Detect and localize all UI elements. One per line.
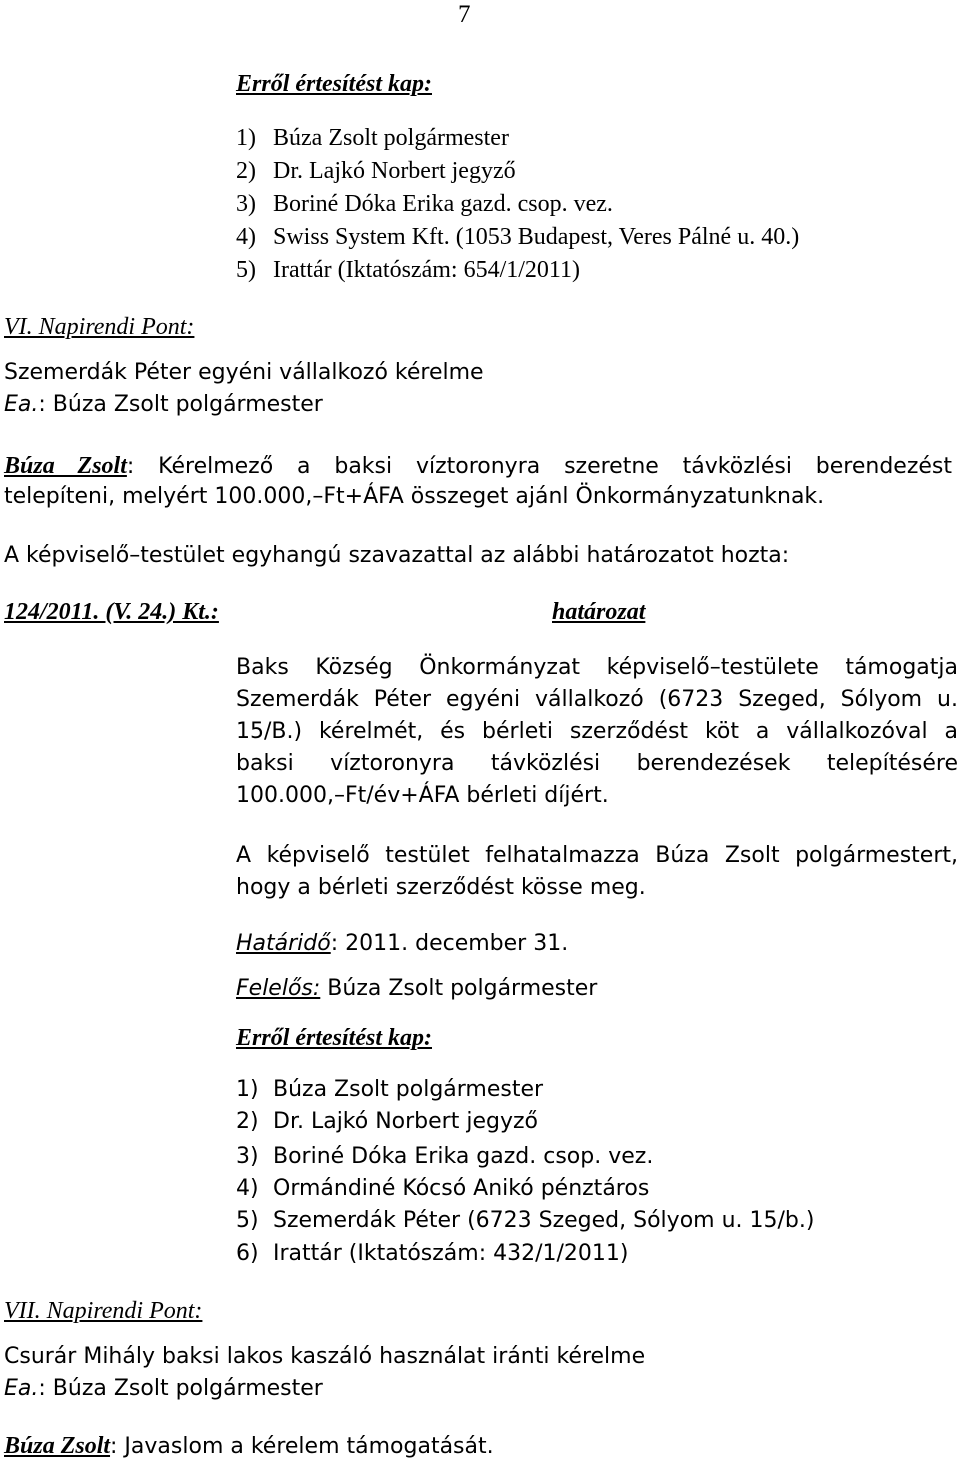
resolution-text: Szemerdák Péter egyéni vállalkozó (6723 Szeged, Sólyom u. <box>236 687 958 712</box>
notify-heading: Erről értesítést kap: <box>236 1025 432 1051</box>
presenter: Ea.: Búza Zsolt polgármester <box>4 1376 323 1401</box>
list-item: 2) Dr. Lajkó Norbert jegyző <box>236 1109 538 1134</box>
list-item: 1) Búza Zsolt polgármester <box>236 125 509 151</box>
section-heading: VII. Napirendi Pont: <box>4 1298 203 1324</box>
notify-heading: Erről értesítést kap: <box>236 71 432 97</box>
resolution-text: 100.000,–Ft/év+ÁFA bérleti díjért. <box>236 783 609 808</box>
list-item: 5) Szemerdák Péter (6723 Szeged, Sólyom u. 15/b.) <box>236 1208 815 1233</box>
section-title: Szemerdák Péter egyéni vállalkozó kérelme <box>4 360 484 385</box>
deadline: Határidő: 2011. december 31. <box>236 931 569 956</box>
list-item: 6) Irattár (Iktatószám: 432/1/2011) <box>236 1241 629 1266</box>
resolution-text: baksi víztoronyra távközlési berendezések telepítésére <box>236 751 958 776</box>
resolution-number: 124/2011. (V. 24.) Kt.: <box>4 599 219 625</box>
list-item: 4) Ormándiné Kócsó Anikó pénztáros <box>236 1176 650 1201</box>
section-heading: VI. Napirendi Pont: <box>4 314 195 340</box>
resolution-label: határozat <box>552 599 646 625</box>
list-item: 5) Irattár (Iktatószám: 654/1/2011) <box>236 257 581 283</box>
vote-statement: A képviselő–testület egyhangú szavazattal az alábbi határozatot hozta: <box>4 543 790 568</box>
list-item: 3) Boriné Dóka Erika gazd. csop. vez. <box>236 1144 654 1169</box>
section-title: Csurár Mihály baksi lakos kaszáló használat iránti kérelme <box>4 1344 646 1369</box>
resolution-text: Baks Község Önkormányzat képviselő–testülete támogatja <box>236 655 958 680</box>
speech-line: telepíteni, melyért 100.000,–Ft+ÁFA összeget ajánl Önkormányzatunknak. <box>4 484 825 509</box>
resolution-text: 15/B.) kérelmét, és bérleti szerződést köt a vállalkozóval a <box>236 719 958 744</box>
presenter: Ea.: Búza Zsolt polgármester <box>4 392 323 417</box>
responsible: Felelős: Búza Zsolt polgármester <box>236 976 598 1001</box>
list-item: 4) Swiss System Kft. (1053 Budapest, Veres Pálné u. 40.) <box>236 224 800 250</box>
page-number: 7 <box>458 1 471 28</box>
authorization-text: hogy a bérleti szerződést kösse meg. <box>236 875 646 900</box>
speech-line: Búza Zsolt: Javaslom a kérelem támogatását. <box>4 1433 494 1459</box>
speech-line: Búza Zsolt: Kérelmező a baksi víztoronyra szeretne távközlési berendezést <box>4 453 953 479</box>
authorization-text: A képviselő testület felhatalmazza Búza Zsolt polgármestert, <box>236 843 958 868</box>
list-item: 2) Dr. Lajkó Norbert jegyző <box>236 158 516 184</box>
list-item: 3) Boriné Dóka Erika gazd. csop. vez. <box>236 191 613 217</box>
list-item: 1) Búza Zsolt polgármester <box>236 1077 544 1102</box>
